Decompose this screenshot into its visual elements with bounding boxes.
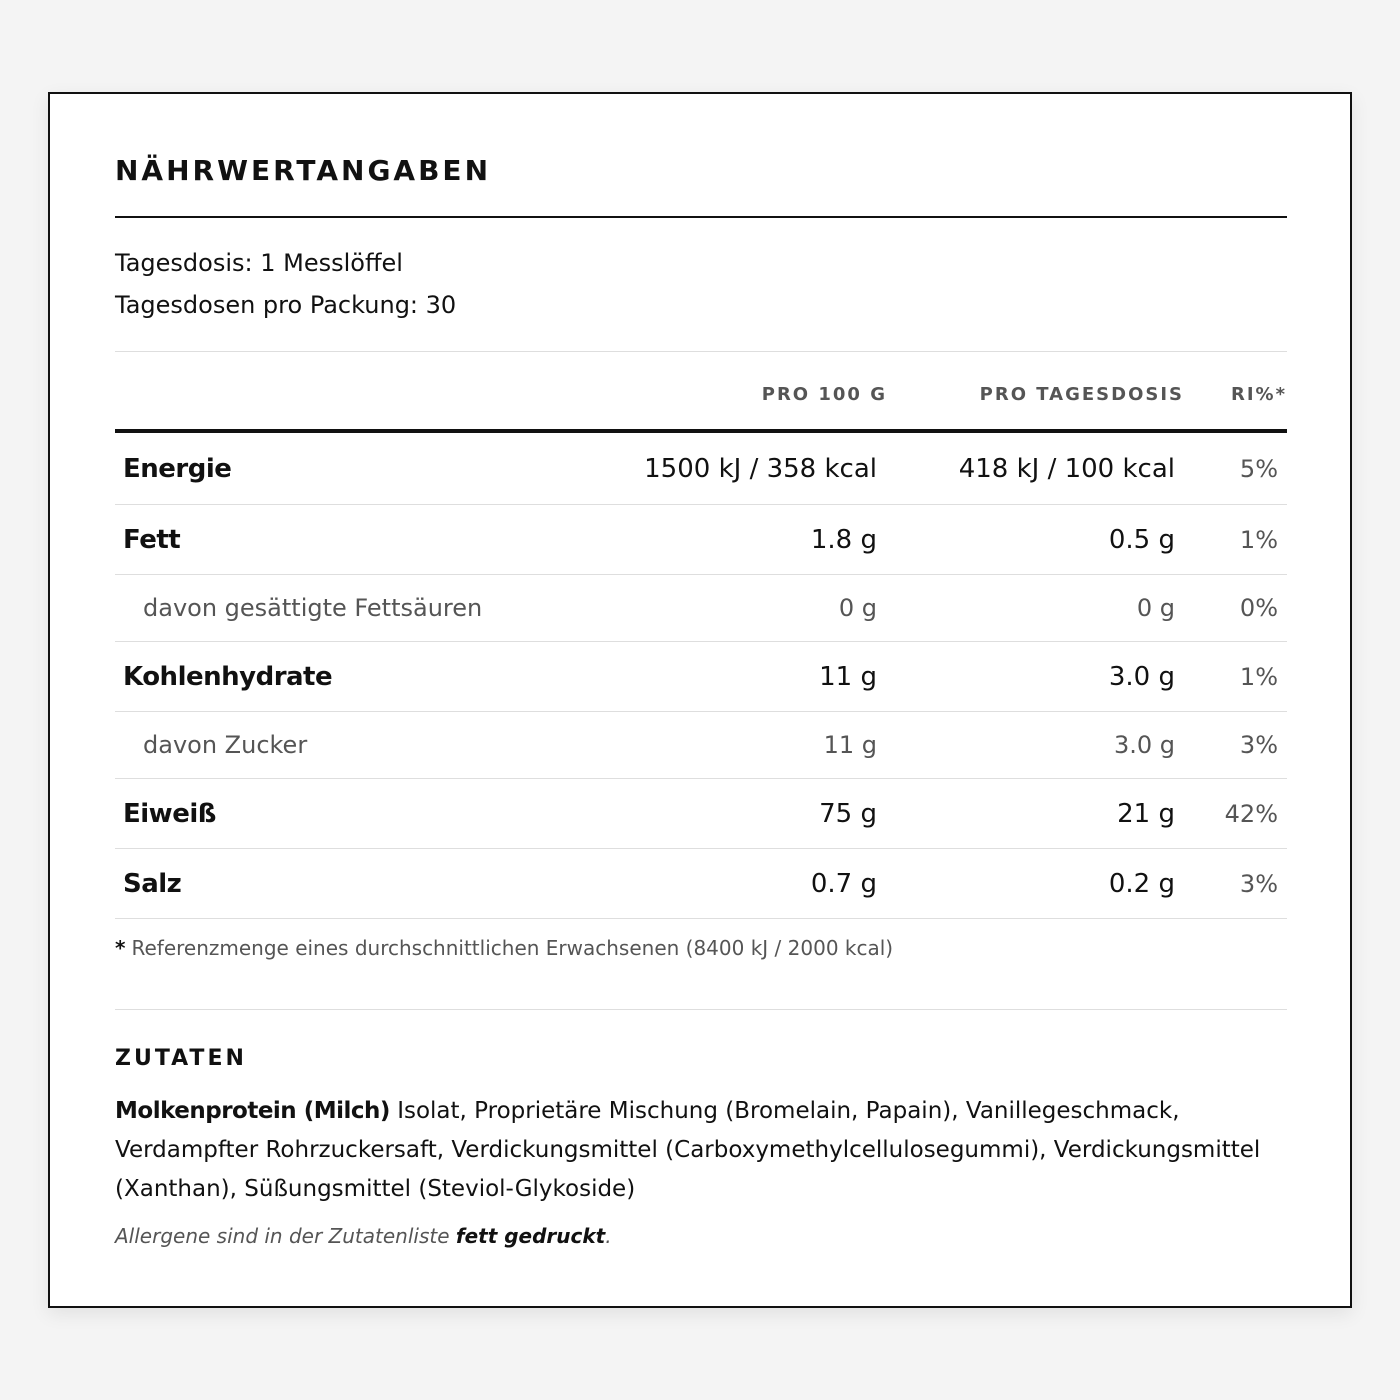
nutrient-name: Kohlenhydrate	[123, 661, 333, 692]
reference-footnote	[115, 936, 893, 960]
value-ri: 42%	[1224, 799, 1278, 828]
serving-divider	[115, 351, 1287, 352]
value-per-100g: 0.7 g	[810, 868, 877, 899]
allergen-note-suffix: .	[605, 1224, 612, 1248]
table-row	[115, 779, 1287, 849]
value-ri: 3%	[1239, 869, 1278, 898]
value-per-100g: 1500 kJ / 358 kcal	[644, 453, 877, 484]
table-row	[115, 575, 1287, 642]
header-ri: RI%*	[1230, 384, 1287, 405]
value-per-dose: 3.0 g	[1113, 731, 1175, 759]
nutrient-name: Energie	[123, 453, 232, 484]
nutrient-name: Fett	[123, 524, 181, 555]
header-per-dose: PRO TAGESDOSIS	[979, 384, 1184, 405]
ingredients-title: ZUTATEN	[115, 1046, 247, 1071]
value-ri: 1%	[1239, 525, 1278, 554]
nutrient-name: davon Zucker	[143, 731, 308, 759]
ingredients-text: Isolat, Proprietäre Mischung (Bromelain, Papain), Vanillegeschmack, Verdampfter Rohrzuckersaft, Verdickungsmittel (Carboxymethylcellulosegummi), Verdickungsmittel (Xanthan), Süßungsmittel (Steviol-Glykoside)	[115, 1098, 1261, 1202]
value-per-dose: 3.0 g	[1108, 661, 1175, 692]
allergen-note	[115, 1224, 612, 1248]
table-row	[115, 505, 1287, 575]
ingredients-divider	[115, 1009, 1287, 1010]
value-per-100g: 11 g	[823, 731, 877, 759]
servings-per-pack: Tagesdosen pro Packung: 30	[115, 291, 457, 319]
allergen-note-bold: fett gedruckt	[455, 1224, 606, 1248]
nutrient-name: Salz	[123, 868, 182, 899]
value-per-dose: 0.5 g	[1108, 524, 1175, 555]
value-per-100g: 0 g	[838, 594, 877, 622]
title-divider	[115, 216, 1287, 218]
value-ri: 1%	[1239, 662, 1278, 691]
value-per-dose: 21 g	[1117, 798, 1175, 829]
value-per-100g: 1.8 g	[810, 524, 877, 555]
table-row	[115, 849, 1287, 919]
value-per-100g: 75 g	[819, 798, 877, 829]
value-ri: 3%	[1239, 731, 1278, 759]
nutrition-table-body	[115, 433, 1287, 919]
table-row	[115, 712, 1287, 779]
value-ri: 5%	[1239, 454, 1278, 483]
nutrient-name: davon gesättigte Fettsäuren	[143, 594, 483, 622]
footnote-asterisk: *	[115, 936, 126, 960]
nutrition-card	[48, 92, 1352, 1308]
table-header	[115, 384, 1287, 408]
allergen-note-prefix: Allergene sind in der Zutatenliste	[115, 1224, 456, 1248]
value-per-dose: 418 kJ / 100 kcal	[958, 453, 1175, 484]
nutrient-name: Eiweiß	[123, 798, 216, 829]
value-ri: 0%	[1239, 594, 1278, 622]
header-per-100g: PRO 100 G	[761, 384, 887, 405]
table-row	[115, 642, 1287, 712]
value-per-100g: 11 g	[819, 661, 877, 692]
allergen-ingredient: Molkenprotein (Milch)	[115, 1098, 390, 1124]
value-per-dose: 0.2 g	[1108, 868, 1175, 899]
table-row	[115, 433, 1287, 505]
nutrition-title: NÄHRWERTANGABEN	[115, 154, 491, 187]
ingredients-list	[115, 1092, 1287, 1209]
serving-size: Tagesdosis: 1 Messlöffel	[115, 249, 403, 277]
footnote-text: Referenzmenge eines durchschnittlichen Erwachsenen (8400 kJ / 2000 kcal)	[131, 936, 894, 960]
value-per-dose: 0 g	[1136, 594, 1175, 622]
